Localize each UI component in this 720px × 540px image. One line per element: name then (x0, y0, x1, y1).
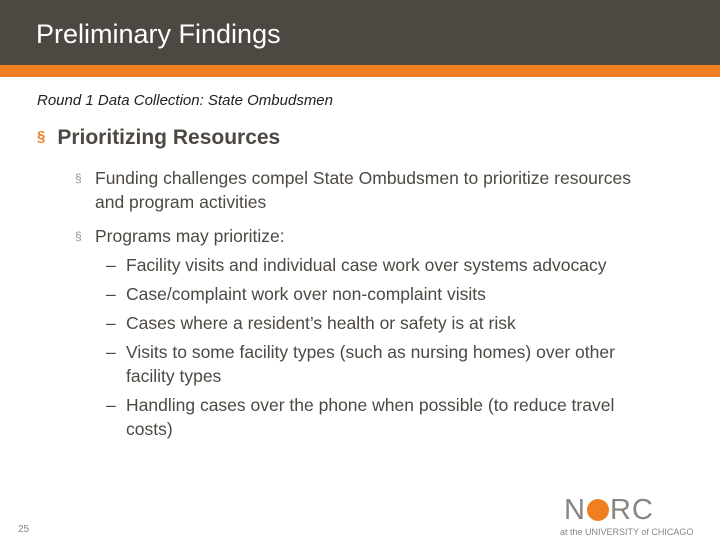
dash-bullet: – (106, 395, 116, 415)
page-number: 25 (18, 524, 30, 535)
slide-subtitle: Round 1 Data Collection: State Ombudsmen (37, 92, 333, 109)
slide-title: Preliminary Findings (36, 19, 281, 49)
bullet-text: Programs may prioritize: (95, 226, 285, 246)
dash-bullet: – (106, 255, 116, 275)
heading-bullet-item (37, 126, 280, 150)
logo-letters-left: N (564, 494, 586, 526)
sub-item-text: Cases where a resident’s health or safety is at risk (126, 313, 516, 333)
dash-bullet: – (106, 342, 116, 362)
bullet-item-funding (75, 166, 635, 214)
sub-item-text: Handling cases over the phone when possible (to reduce travel costs) (126, 395, 615, 439)
sub-item-text: Case/complaint work over non-complaint visits (126, 284, 486, 304)
sub-item-health-safety (106, 311, 706, 335)
sub-item-text: Visits to some facility types (such as nursing homes) over other facility types (126, 342, 615, 386)
dash-bullet: – (106, 313, 116, 333)
sub-item-facility-visits (106, 253, 706, 277)
logo-letters-right: RC (609, 494, 654, 526)
logo-o-icon (587, 499, 609, 521)
sub-item-text: Facility visits and individual case work over systems advocacy (126, 255, 607, 275)
logo-wordmark (564, 494, 654, 527)
bullet-item-programs (75, 224, 635, 248)
square-bullet-icon: § (75, 171, 82, 185)
dash-bullet: – (106, 284, 116, 304)
bullet-text: Funding challenges compel State Ombudsmen to prioritize resources and program activities (95, 168, 631, 212)
sub-item-case-complaint (106, 282, 706, 306)
logo-tagline: at the UNIVERSITY of CHICAGO (560, 527, 694, 537)
heading-text: Prioritizing Resources (57, 126, 281, 149)
square-bullet-icon: § (75, 229, 82, 243)
slide-header (0, 0, 720, 65)
header-accent-bar (0, 65, 720, 77)
norc-logo (560, 494, 710, 538)
sub-item-phone-cases (106, 393, 646, 441)
square-bullet-icon: § (37, 128, 46, 145)
sub-item-facility-types (106, 340, 646, 388)
